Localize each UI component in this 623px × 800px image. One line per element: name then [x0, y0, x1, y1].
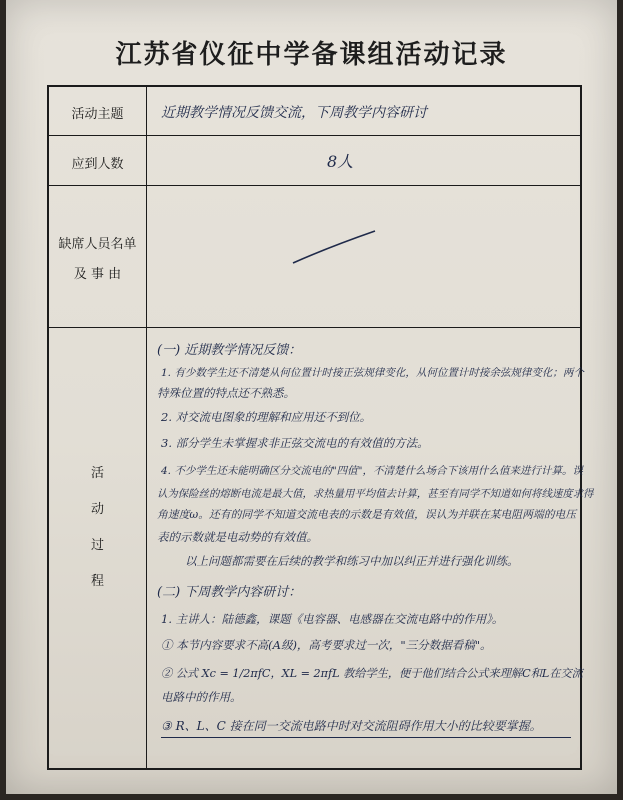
section2-heading: (二) 下周教学内容研讨： — [157, 585, 302, 600]
absent-reason-label: 及 事 由 — [73, 267, 122, 282]
process-label-char-1: 活 — [90, 466, 104, 481]
handwritten-underline — [161, 737, 571, 738]
section2-line: 电路中的作用。 — [161, 690, 242, 704]
section2-line: 1. 主讲人：陆德鑫，课题《电容器、电感器在交流电路中的作用》。 — [161, 612, 504, 626]
section2-line: ③ R、L、C 接在同一交流电路中时对交流阻碍作用大小的比较要掌握。 — [161, 719, 542, 733]
section1-line: 以上问题都需要在后续的教学和练习中加以纠正并进行强化训练。 — [185, 554, 519, 568]
section1-line: 4. 不少学生还未能明确区分交流电的"四值"，不清楚什么场合下该用什么值来进行计算。误 — [161, 465, 584, 477]
section1-line: 3. 部分学生未掌握求非正弦交流电的有效值的方法。 — [161, 436, 429, 450]
section1-line: 特殊位置的特点还不熟悉。 — [157, 386, 295, 400]
process-label-char-4: 程 — [90, 574, 104, 589]
topic-value: 近期教学情况反馈交流，下周教学内容研讨 — [161, 105, 427, 121]
section1-line: 表的示数就是电动势的有效值。 — [157, 530, 318, 544]
attendees-label: 应到人数 — [71, 157, 124, 172]
topic-label: 活动主题 — [71, 107, 124, 122]
row-divider-1 — [49, 135, 580, 136]
row-divider-3 — [49, 327, 580, 328]
attendees-value: 8人 — [327, 152, 354, 171]
page-title: 江苏省仪征中学备课组活动记录 — [115, 40, 508, 70]
absent-label: 缺席人员名单 — [58, 237, 137, 252]
column-divider — [146, 87, 147, 770]
row-divider-2 — [49, 185, 580, 186]
section2-line: ① 本节内容要求不高(A级)，高考要求过一次，"三分数据看稿"。 — [161, 638, 492, 652]
section2-line: ② 公式 Xc = 1/2πfC，XL = 2πfL 教给学生，便于他们结合公式来理解C和L在交流 — [161, 667, 583, 680]
paper-sheet — [6, 0, 617, 794]
record-form-table — [47, 85, 594, 770]
section1-line: 2. 对交流电图象的理解和应用还不到位。 — [161, 410, 372, 424]
section1-heading: (一) 近期教学情况反馈： — [157, 343, 302, 358]
section1-line: 1. 有少数学生还不清楚从何位置计时接正弦规律变化，从何位置计时接余弦规律变化；两个 — [161, 367, 584, 379]
section1-line: 角速度ω。还有的同学不知道交流电表的示数是有效值，误认为并联在某电阻两端的电压 — [157, 508, 577, 521]
process-label-char-3: 过 — [90, 538, 104, 553]
process-label — [49, 462, 146, 606]
section1-line: 认为保险丝的熔断电流是最大值，求热量用平均值去计算，甚至有同学不知道如何将线速度求得 — [157, 488, 594, 500]
process-label-char-2: 动 — [90, 502, 104, 517]
empty-strike-line — [289, 227, 379, 267]
